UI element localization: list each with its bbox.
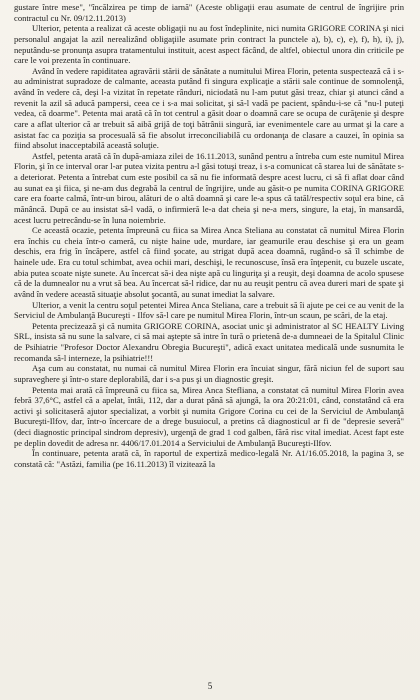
paragraph-forensic-report: În continuare, petenta arată că, în raportul de expertiză medico-legală Nr. A1/16.05.2018, la pagina 3, se constată că: "Astăzi, familia (pe 16.11.2013) îl vizitează la	[14, 448, 404, 469]
page-number: 5	[207, 681, 213, 691]
paragraph-obligations-unfulfilled: Ulterior, petenta a realizat că aceste obligaţii nu au fost îndeplinite, nici numita GRIGORE CORINA şi nici personalul angajat la azil nerealizând obligaţiile asumate prin contract la punctele a), b), c), e), f), h), i), j), neputându-se pronunţa asupra tratamentului instituit, acest aspect făcând, de altfel, obiectul unora din criticile pe care le voi prezenta în continuare.	[14, 23, 404, 66]
paragraph-wrong-diagnosis: Aşa cum au constatat, nu numai că numitul Mirea Florin era încuiat singur, fără niciun fel de suport sau supraveghere şi într-o stare deplorabilă, dar i s-a pus şi un diagnostic greşit.	[14, 363, 404, 384]
paragraph-visit-16-11-2013: Astfel, petenta arată că în după-amiaza zilei de 16.11.2013, sunând pentru a întreba cum este numitul Mirea Florin, şi în ce interval orar l-ar putea vizita pentru a-l găsi totuşi treaz, i s-a comunicat că starea lui de sănătate s-a deteriorat. Petenta a întrebat cum este posibil ca să nu fie informată despre acest lucru, ci să fi aflat doar când au sunat ea şi fiica, şi ne-am dus degrabă la centrul de îngrijire, unde au găsit-o pe numita CORINA GRIGORE care era foarte calmă, într-un birou, alături de o altă doamnă şi care le-a spus că tatăl/respectiv soţul era bine, că mănâncă. După ce au insistat să-l vadă, o infirmieră le-a dat cheia şi ne-a mers, singure, la etaj, în mansardă, acest lucru petrecându-se în luna noiembrie.	[14, 150, 404, 225]
document-body	[14, 2, 404, 470]
paragraph-fever-112-call: Petenta mai arată că împreună cu fiica sa, Mirea Anca Stefliana, a constatat că numitul Mirea Florin avea febră 37,6°C, astfel că a apelat, întâi, 112, dar a durat până să ajungă, la ora 20:21:01, când, constatând că era activi şi solicitaseră ajutor specializat, a vorbit şi numita Grigore Corina cu cei de la Serviciul de Ambulanţă Bucureşti-Ilfov, dar, într-o încercare de a drege busuiocul, a pretins că diagnosticul ar fi de "depresie severă" (deci diagnostic principal sindrom depresiv), urgenţă de grad 1 cod galben, fără risc vital imediat. Acest fapt este pe deplin dovedit de adresa nr. 4406/17.01.2014 a Serviciului de Ambulanţă Bucureşti-Ilfov.	[14, 384, 404, 448]
paragraph-contract-obligations: gustare între mese", "încălzirea pe timp de iarnă" (Aceste obligaţii erau asumate de centrul de îngrijire prin contractul cu Nr. 09/12.11.2013)	[14, 2, 404, 23]
paragraph-ambulance-transport: Ulterior, a venit la centru soţul petentei Mirea Anca Steliana, care a trebuit să îi ajute pe cei ce au venit de la Serviciul de Ambulanţă Bucureşti - Ilfov să-l care pe numitul Mirea Florin, într-un scaun, pe scări, de la etaj.	[14, 299, 404, 321]
paragraph-locked-room: Ce această ocazie, petenta împreună cu fiica sa Mirea Anca Steliana au constatat că numitul Mirea Florin era închis cu cheia într-o cameră, cu nişte haine ude, murdare, iar geamurile erau deschise şi era un geam deschis, era frig în încăpere, astfel că fiind şocate, au strigat după acea doamnă, rugând-o să îl schimbe de hainele ude. Era cu totul schimbat, avea ochii mari, deschişi, le recunoscuse, însă era înţepenit, cu buzele uscate, abia putea scoate nişte sunete. Au încercat să-i dea nişte apă cu linguriţa şi a reuşit, deşi doamna de acolo spusese că de la dumnealor nu a vrut să bea. Au încercat să-l ridice, dar nu au reuşit pentru că avea dureri mari de spate şi având în vedere această situaţie absolut şocantă, au sunat imediat la salvare.	[14, 225, 404, 299]
paragraph-sedation-suspicion: Având în vedere rapiditatea agravării stării de sănătate a numitului Mirea Florin, petenta suspectează că i s-au administrat supradoze de calmante, aceasta putând fi singura explicaţie a stării sale continue de somnolenţă, având în vedere că, deşi l-a vizitat în repetate rânduri, niciodată nu l-am putut găsi treaz, chiar şi atunci când a revenit la azil să aducă pampersi, ceea ce i s-a mai solicitat, şi să-l vadă pe pacient, spându-i-se că "nu-l puteţi vedea, că doarme". Petenta mai arată că în tot centrul a găsit doar o doamnă care se ocupa de curăţenie şi despre care a aflat ulterior că ar trebuit să aibă grijă de toţi bătrânii singură, iar evenimentele care au urmat şi la care a asistat fac ca poziţia sa procesuală să fie absolut irreconciliabilă cu ordonanţa de clasare a cauzei, în opinia sa fiind absolut inacceptabilă această soluţie.	[14, 65, 404, 151]
paragraph-administrator-objection: Petenta precizează şi că numita GRIGORE CORINA, asociat unic şi administrator al SC HEALTY Living SRL, insista să nu sune la salvare, ci să mai aştepte să intre în tură o prietenă de-a dumneaei de la Spitalul Clinic de Psihiatrie "Profesor Doctor Alexandru Obregia Bucureşti", adică exact unitatea medicală unde susnumita le recomanda să-l interneze, la psihiatrie!!!	[14, 320, 404, 363]
